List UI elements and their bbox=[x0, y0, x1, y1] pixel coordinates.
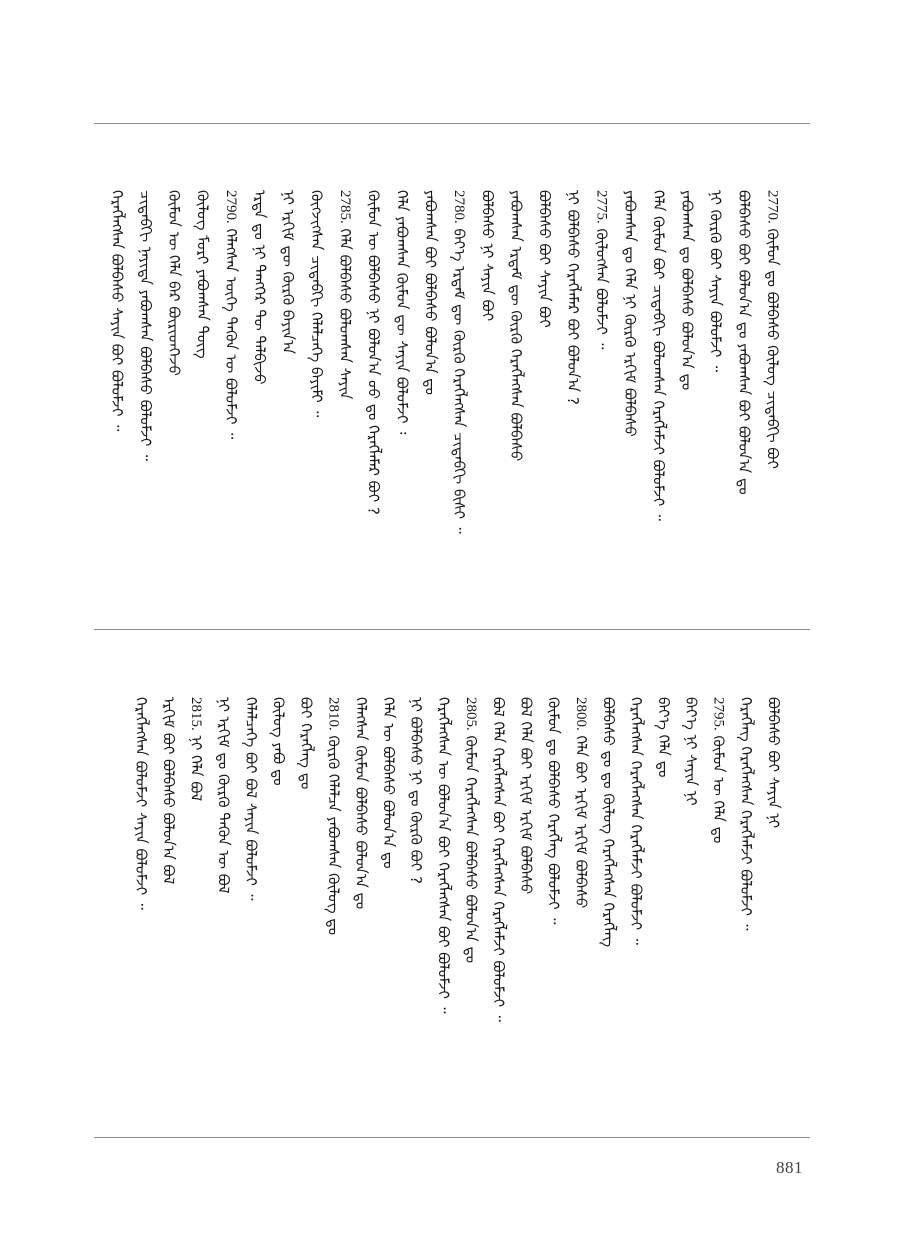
verse-line bbox=[185, 697, 207, 801]
line-number: 2810. bbox=[325, 697, 342, 731]
verse-text: ᠨᠢ ᠡᠷᠬᠢᠮ ᠳᠤ ᠬᠦᠷᠬᠦ ᠲᠡᠭᠦᠨ ᠦ ᠪᠣᠯ bbox=[214, 697, 233, 894]
verse-line bbox=[249, 190, 271, 385]
verse-line bbox=[505, 190, 527, 461]
verse-line bbox=[762, 190, 784, 469]
verse-line bbox=[106, 190, 128, 431]
line-number: 2795. bbox=[710, 697, 727, 731]
verse-text: ᠬᠦᠮᠦᠨ ᠬᠡᠷᠡᠭᠯᠡᠭᠰᠡᠨ ᠪᠣᠯᠪᠠᠰᠤ ᠪᠣᠯᠤᠨ᠎ᠠ ᠳᠤ bbox=[462, 730, 480, 964]
verse-text: ᠶᠠᠪᠤᠭᠰᠠᠨ ᠪᠤᠢ ᠪᠣᠯᠪᠠᠰᠤ ᠪᠣᠯᠤᠨ᠎ᠠ ᠳᠤ bbox=[421, 190, 440, 395]
verse-line bbox=[295, 697, 317, 789]
verse-line bbox=[488, 697, 510, 1022]
verse-line bbox=[213, 697, 235, 893]
upper-verse-block bbox=[94, 190, 810, 610]
verse-line bbox=[240, 697, 262, 901]
verse-line bbox=[433, 697, 455, 1014]
verse-line bbox=[420, 190, 442, 395]
line-number: 2780. bbox=[451, 190, 467, 224]
verse-line bbox=[733, 190, 755, 495]
verse-line bbox=[130, 697, 152, 910]
verse-text: ᠬᠦᠷᠬᠦ ᠬᠡᠯᠡᠯᠴᠡ ᠶᠠᠪᠤᠭᠰᠠᠨ ᠬᠦᠯᠦᠭ ᠳᠤ bbox=[324, 730, 343, 936]
verse-text: ᠬᠦᠮᠦᠨ ᠦ ᠬᠡᠯᠡ ᠪᠡᠷ ᠪᠦᠷᠢᠳᠬᠡᠵᠦ bbox=[165, 190, 183, 376]
verse-text: ᠴᠢᠳᠠᠪᠬᠢ ᠨᠡᠶᠢᠲᠡ ᠶᠠᠪᠤᠭᠰᠠᠨ ᠪᠣᠯᠪᠠᠰᠤ ᠪᠣᠯᠤᠮᠵᠢ ᠃ bbox=[136, 190, 155, 461]
verse-text: ᠬᠡᠷᠡᠭᠯᠡᠭᠰᠡᠨ ᠬᠡᠷᠡᠭᠯᠡᠭᠰᠡᠨ ᠬᠡᠷᠡᠭᠯᠡᠮᠵᠢ ᠪᠣᠯᠤᠮᠵᠢ ᠃ bbox=[627, 697, 645, 945]
verse-text: ᠪᠡᠶ᠎ᠡ ᠡᠷᠳᠡᠮ ᠳᠦ ᠬᠦᠷᠬᠦ ᠬᠡᠷᠡᠭᠯᠡᠭᠰᠡᠨ ᠴᠢᠳᠠᠪᠬᠢ ᠪᠢᠰᠢ ᠃ bbox=[450, 223, 468, 534]
verse-text: ᠬᠡᠯᠡᠭᠰᠡᠨ ᠬᠦᠮᠦᠨ ᠪᠣᠯᠪᠠᠰᠤ ᠪᠣᠯᠤᠨ᠎ᠠ ᠳᠤ bbox=[352, 697, 370, 910]
verse-text: ᠨᠢ ᠬᠦᠷᠬᠦ ᠪᠤᠢ ᠰᠠᠶᠢᠨ ᠪᠣᠯᠤᠮᠵᠢ ᠃ bbox=[706, 190, 725, 373]
verse-line bbox=[460, 697, 482, 963]
verse-line bbox=[306, 190, 328, 417]
verse-line bbox=[735, 697, 757, 931]
line-number: 2775. bbox=[593, 190, 610, 224]
verse-text: ᠪᠣᠯᠪᠠᠰᠤ ᠪᠤᠢ ᠪᠣᠯᠤᠨ᠎ᠠ ᠳᠤ ᠶᠠᠪᠤᠭᠰᠠᠨ ᠪᠤᠢ ᠪᠣᠯᠤᠨ᠎ᠠ ᠳᠤ bbox=[735, 190, 753, 495]
verse-text: ᠬᠦᠯᠦᠭ ᠮᠣᠷᠢ ᠶᠠᠪᠤᠭᠰᠠᠨ ᠲᠦᠭ bbox=[193, 190, 212, 359]
verse-line bbox=[323, 697, 345, 935]
verse-text: ᠬᠡᠯᠡᠯᠴᠡᠭᠡ ᠪᠤᠢ ᠪᠣᠯ ᠰᠠᠶᠢᠨ ᠪᠣᠯᠤᠮᠵᠢ ᠃ bbox=[242, 697, 260, 901]
verse-text: ᠬᠡᠷᠡᠭᠯᠡᠭᠰᠡᠨ ᠪᠣᠯᠤᠮᠵᠢ ᠰᠠᠶᠢᠨ ᠪᠣᠯᠤᠮᠵᠢ ᠃ bbox=[132, 697, 150, 910]
verse-line bbox=[391, 190, 413, 434]
verse-line bbox=[708, 697, 730, 843]
verse-line bbox=[763, 697, 785, 828]
verse-line bbox=[591, 190, 613, 349]
verse-line bbox=[363, 190, 385, 515]
verse-text: ᠪᠡᠶ᠎ᠡ ᠬᠡᠯᠡ ᠳᠤ bbox=[654, 697, 673, 778]
verse-text: ᠡᠷᠲᠡ ᠳᠤ ᠨᠢ ᠲᠡᠩᠭᠡᠷ ᠲᠦ ᠲᠠᠯᠪᠢᠵᠤ bbox=[250, 190, 269, 385]
verse-line bbox=[619, 190, 641, 437]
verse-line bbox=[378, 697, 400, 869]
verse-text: ᠬᠦᠮᠦᠨ ᠳᠤ ᠪᠣᠯᠪᠠᠰᠤ ᠬᠡᠷᠡᠭᠯᠡᠭ ᠪᠣᠯᠤᠮᠵᠢ ᠃ bbox=[544, 697, 563, 925]
verse-line bbox=[653, 697, 675, 777]
top-rule bbox=[94, 123, 810, 124]
verse-text: ᠪᠡᠶ᠎ᠡ ᠨᠢ ᠰᠠᠶᠢᠨ ᠨᠢ bbox=[682, 697, 700, 806]
verse-text: ᠪᠣᠯ ᠬᠡᠯᠡ ᠬᠡᠷᠡᠭᠯᠡᠭᠰᠡᠨ ᠪᠤᠢ ᠬᠡᠷᠡᠭᠯᠡᠭᠰᠡᠨ ᠬᠡᠷᠡᠭᠯᠡᠮᠵᠢ ᠪᠣᠯᠤᠮᠵᠢ ᠃ bbox=[489, 697, 508, 1022]
page-number: 881 bbox=[776, 1158, 803, 1177]
verse-line bbox=[570, 697, 592, 908]
verse-text: ᠬᠡᠷᠡᠭᠯᠡᠭ ᠬᠡᠷᠡᠭᠯᠡᠭᠰᠡᠨ ᠬᠡᠷᠡᠭᠯᠡᠮᠵᠢ ᠪᠣᠯᠤᠮᠵᠢ ᠃ bbox=[737, 697, 755, 931]
verse-line bbox=[192, 190, 214, 359]
bottom-rule bbox=[94, 1137, 810, 1138]
verse-text: ᠪᠣᠯ ᠬᠡᠯᠡ ᠪᠤᠢ ᠡᠷᠬᠢᠮ ᠡᠷᠬᠢᠮ ᠪᠣᠯᠪᠠᠰᠤ bbox=[517, 697, 535, 895]
verse-line bbox=[625, 697, 647, 945]
verse-line bbox=[220, 190, 242, 439]
lower-verse-block bbox=[94, 697, 810, 1117]
verse-line bbox=[543, 697, 565, 924]
verse-text: ᠨᠢ ᠬᠡᠯᠡ ᠪᠣᠯ bbox=[187, 730, 205, 802]
verse-text: ᠬᠡᠯᠡ ᠪᠤᠢ ᠡᠷᠬᠢᠮ ᠡᠷᠬᠢᠮ ᠪᠣᠯᠪᠠᠰᠤ bbox=[572, 730, 590, 909]
verse-text: ᠬᠡᠯᠡ ᠦ ᠪᠣᠯᠪᠠᠰᠤ ᠪᠣᠯᠤᠨ᠎ᠠ ᠳᠤ bbox=[379, 697, 398, 869]
verse-text: ᠨᠢ ᠪᠣᠯᠪᠠᠰᠤ ᠬᠡᠷᠡᠭᠯᠡᠮᠡᠷ ᠪᠤᠢ ᠪᠣᠯᠤᠨ᠎ᠠ ? bbox=[564, 190, 582, 405]
verse-line bbox=[562, 190, 584, 405]
verse-line bbox=[334, 190, 356, 399]
verse-text: ᠪᠤᠢ ᠬᠡᠷᠡᠭᠯᠡᠭ ᠳᠤ bbox=[297, 697, 315, 790]
verse-line bbox=[648, 190, 670, 521]
verse-text: ᠡᠷᠬᠢᠮ ᠪᠤᠢ ᠪᠣᠯᠪᠠᠰᠤ ᠪᠣᠯᠤᠨ᠎ᠠ ᠪᠣᠯ bbox=[159, 697, 178, 885]
verse-line bbox=[534, 190, 556, 328]
line-number: 2805. bbox=[463, 697, 479, 731]
verse-line bbox=[676, 190, 698, 390]
verse-text: ᠪᠣᠯᠪᠠᠰᠤ ᠪᠤᠢ ᠰᠠᠶᠢᠨ ᠨᠢ bbox=[764, 697, 783, 829]
line-number: 2785. bbox=[337, 190, 353, 224]
verse-text: ᠶᠠᠪᠤᠭᠰᠠᠨ ᠡᠷᠳᠡᠮ ᠳᠦ ᠬᠦᠷᠬᠦ ᠬᠡᠷᠡᠭᠯᠡᠭᠰᠡᠨ ᠪᠣᠯᠪᠠᠰᠤ bbox=[507, 190, 525, 462]
verse-line bbox=[277, 190, 299, 354]
verse-text: ᠬᠡᠯᠡ ᠶᠠᠪᠤᠭᠰᠠᠨ ᠬᠦᠮᠦᠨ ᠳᠦ ᠰᠠᠶᠢᠨ ᠪᠣᠯᠤᠮᠵᠢ ᠄ bbox=[393, 190, 411, 435]
verse-line bbox=[405, 697, 427, 884]
verse-text: ᠶᠠᠪᠤᠭᠰᠠᠨ ᠳᠤ ᠬᠡᠯᠡ ᠨᠢ ᠬᠦᠷᠬᠦ ᠡᠷᠬᠢᠮ ᠪᠣᠯᠪᠠᠰᠤ bbox=[621, 190, 639, 437]
verse-line bbox=[598, 697, 620, 947]
verse-text: ᠬᠡᠯᠡ ᠪᠣᠯᠪᠠᠰᠤ ᠪᠣᠯᠤᠭᠰᠠᠨ ᠰᠠᠶᠢᠨ bbox=[336, 223, 354, 400]
verse-text: ᠬᠡᠷᠡᠭᠯᠡᠭᠰᠡᠨ ᠪᠣᠯᠪᠠᠰᠤ ᠰᠠᠶᠢᠨ ᠪᠤᠢ ᠪᠣᠯᠤᠮᠵᠢ ᠃ bbox=[108, 190, 126, 432]
verse-line bbox=[448, 190, 470, 534]
verse-text: ᠬᠡᠯᠡᠭᠰᠡᠨ ᠦᠭᠡ ᠲᠡᠭᠦᠨ ᠦ ᠪᠣᠯᠤᠮᠵᠢ ᠃ bbox=[222, 223, 240, 440]
verse-text: ᠨᠢ ᠪᠣᠯᠪᠠᠰᠤ ᠨᠢ ᠳᠤ ᠬᠦᠷᠬᠦ ᠪᠣᠢ ? bbox=[407, 697, 425, 884]
verse-line bbox=[515, 697, 537, 894]
verse-line bbox=[163, 190, 185, 376]
verse-text: ᠬᠡᠷᠡᠭᠯᠡᠭᠰᠡᠨ ᠦ ᠪᠣᠯᠤᠨ᠎ᠠ ᠪᠤᠢ ᠬᠡᠷᠡᠭᠯᠡᠭᠰᠡᠨ ᠪᠤᠢ ᠪᠣᠯᠤᠮᠵᠢ ᠃ bbox=[434, 697, 453, 1014]
verse-text: ᠬᠦᠯᠦᠭ ᠶᠠᠪᠤ ᠳᠤ bbox=[269, 697, 288, 786]
verse-text: ᠬᠦᠯᠦᠭᠰᠡᠨ ᠪᠣᠯᠤᠮᠵᠢ ᠃ bbox=[592, 223, 611, 350]
verse-text: ᠪᠣᠯᠪᠠᠰᠤ ᠨᠢ ᠰᠠᠶᠢᠨ ᠪᠣᠢ bbox=[478, 190, 497, 322]
middle-rule bbox=[94, 629, 810, 630]
verse-text: ᠬᠦᠮᠦᠨ ᠦ ᠬᠡᠯᠡ ᠳᠤ bbox=[709, 730, 728, 844]
line-number: 2800. bbox=[573, 697, 589, 731]
verse-line bbox=[680, 697, 702, 806]
verse-line bbox=[477, 190, 499, 321]
verse-text: ᠨᠢ ᠡᠷᠬᠢᠮ ᠳᠦ ᠬᠦᠷᠬᠦ ᠪᠠᠶᠢᠨ᠎ᠠ bbox=[279, 190, 297, 355]
verse-line bbox=[135, 190, 157, 461]
verse-text: ᠬᠡᠯᠡ ᠬᠦᠮᠦᠨ ᠪᠤᠢ ᠴᠢᠳᠠᠪᠬᠢ ᠪᠣᠯᠤᠭᠰᠠᠨ ᠬᠡᠷᠡᠭᠯᠡᠮᠵᠢ ᠪᠣᠯᠤᠮᠵᠢ ᠃ bbox=[649, 190, 668, 521]
verse-text: ᠬᠦᠮᠦᠨ ᠦ ᠪᠣᠯᠪᠠᠰᠤ ᠨᠢ ᠪᠣᠯᠤᠨ᠎ᠠ ᠦᠦ ᠳᠤ ᠬᠡᠷᠡᠭᠯᠡᠮᠡᠷ ᠪᠣᠢ ? bbox=[364, 190, 383, 515]
line-number: 2815. bbox=[188, 697, 204, 731]
line-number: 2770. bbox=[764, 190, 781, 224]
verse-line bbox=[350, 697, 372, 909]
verse-line bbox=[705, 190, 727, 372]
verse-text: ᠪᠣᠯᠪᠠᠰᠤ ᠳᠤ ᠳᠤ ᠬᠦᠯᠦᠭ ᠬᠡᠷᠡᠭᠯᠡᠭᠰᠡᠨ ᠬᠡᠷᠡᠭᠯᠡᠭ bbox=[599, 697, 618, 948]
verse-text: ᠶᠠᠪᠤᠭᠰᠠᠨ ᠳᠤ ᠪᠣᠯᠪᠠᠰᠤ ᠪᠣᠯᠤᠨ᠎ᠠ ᠳᠤ bbox=[678, 190, 696, 391]
line-number: 2790. bbox=[223, 190, 239, 224]
verse-line bbox=[268, 697, 290, 786]
verse-text: ᠬᠦᠮᠦᠨ ᠳᠤ ᠪᠣᠯᠪᠠᠰᠤ ᠬᠦᠯᠦᠭ ᠴᠢᠳᠠᠪᠬᠢ ᠪᠤᠢ bbox=[763, 223, 782, 469]
verse-text: ᠬᠦᠭᠵᠢᠭᠰᠡᠨ ᠴᠢᠳᠠᠪᠬᠢ ᠬᠡᠯᠡᠯᠴᠡᠭᠡ ᠪᠠᠶᠢᠮᠢ ᠃ bbox=[307, 190, 326, 418]
verse-line bbox=[158, 697, 180, 884]
verse-text: ᠪᠣᠯᠪᠠᠰᠤ ᠪᠤᠢ ᠰᠠᠶᠢᠨ ᠪᠣᠢ bbox=[535, 190, 554, 328]
